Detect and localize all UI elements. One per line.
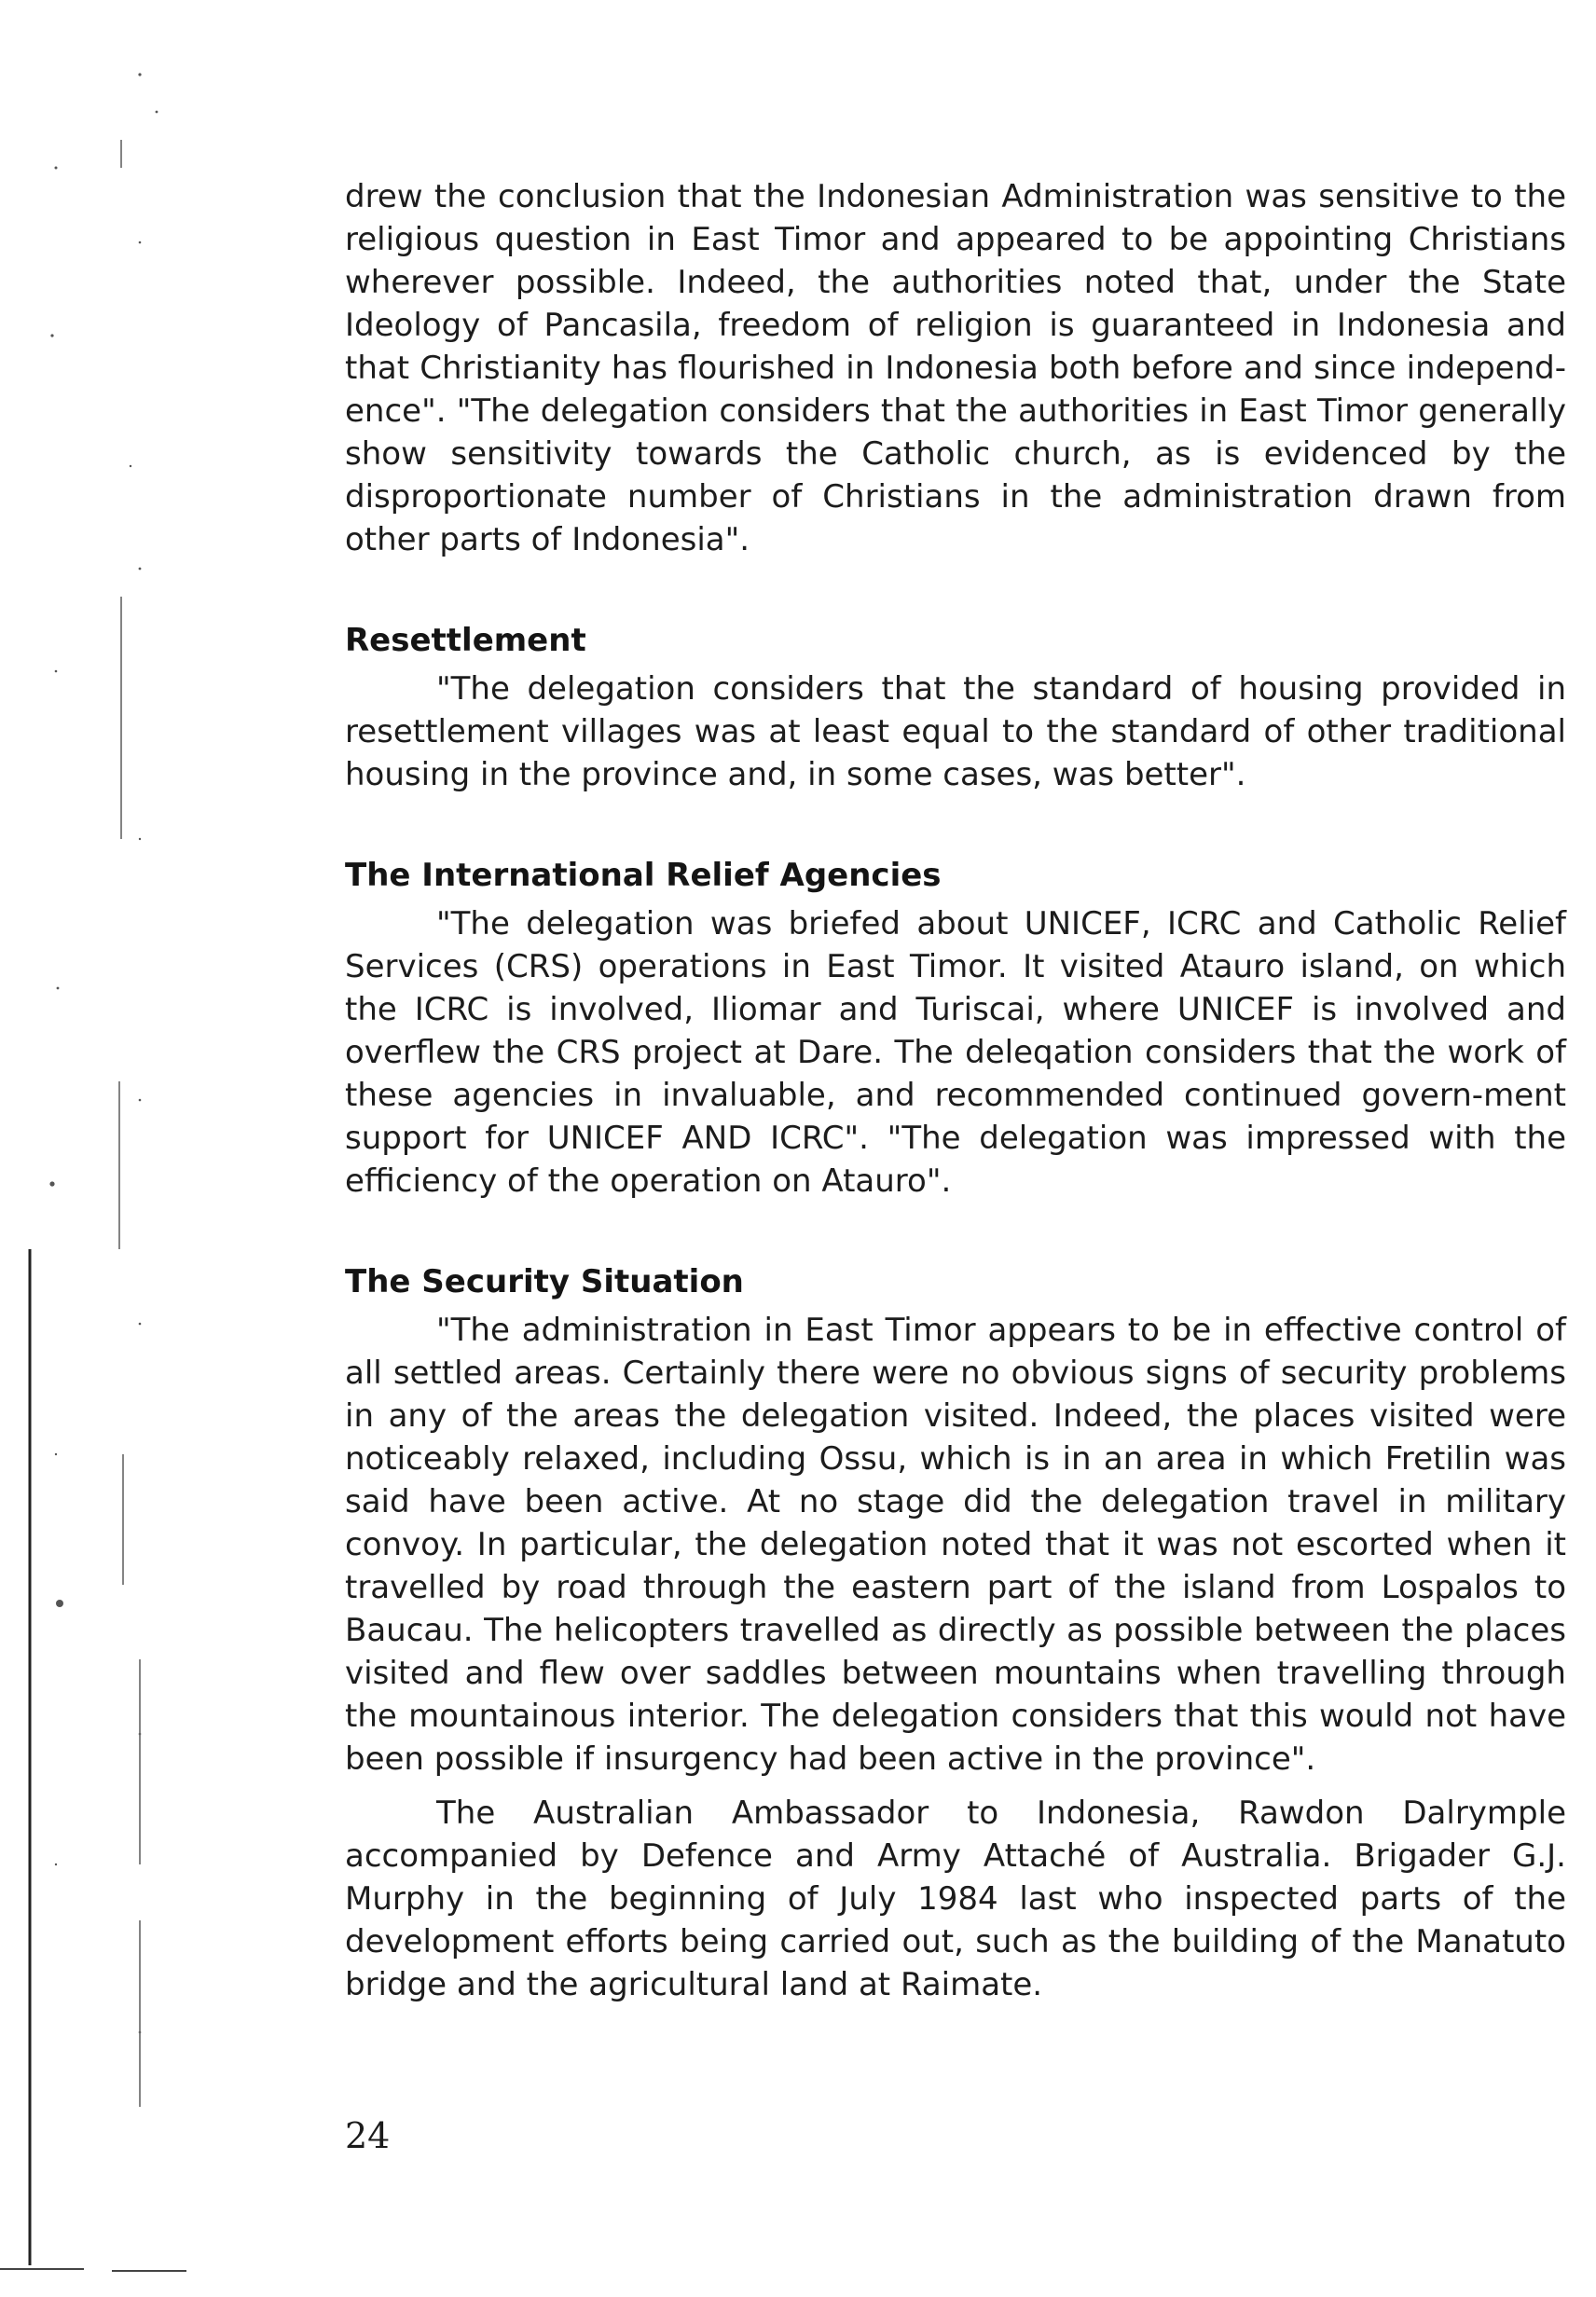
ambassador-paragraph: The Australian Ambassador to Indonesia, Rawdon Dalrymple accompanied by Defence and Army Attaché of Australia. Brigader G.J. Murphy in the beginning of July 1984 last who inspected parts of the development efforts being carried out, such as the building of the Manatuto bridge and the agricultural land at Raimate. — [345, 1795, 1566, 2003]
heading-resettlement: Resettlement — [345, 622, 586, 659]
scan-edge-marks — [0, 0, 186, 2297]
heading-security-situation: The Security Situation — [345, 1263, 744, 1300]
resettlement-paragraph: "The delegation considers that the standard of housing provided in resettlement villages was at least equal to the standard of other traditional housing in the province and, in some cases, was better". — [345, 670, 1566, 793]
text-column — [345, 175, 1566, 2006]
heading-relief-agencies: The International Relief Agencies — [345, 857, 942, 894]
relief-agencies-paragraph: "The delegation was briefed about UNICEF, ICRC and Catholic Relief Services (CRS) operations in East Timor. It visited Atauro island, on which the ICRC is involved, Iliomar and Turiscai, where UNICEF is involved and overflew the CRS project at Dare. The deleqation considers that the work of these agencies in invaluable, and recommended continued govern-ment support for UNICEF AND ICRC". "The delegation was impressed with the efficiency of the operation on Atauro". — [345, 905, 1566, 1200]
intro-paragraph: drew the conclusion that the Indonesian Administration was sensitive to the religious question in East Timor and appeared to be appointing Christians wherever possible. Indeed, the authorities noted that, under the State Ideology of Pancasila, freedom of religion is guaranteed in Indonesia and that Christianity has flourished in Indonesia both before and since independ-ence". "The delegation considers that the authorities in East Timor generally show sensitivity towards the Catholic church, as is evidenced by the disproportionate number of Christians in the administration drawn from other parts of Indonesia". — [345, 178, 1566, 558]
security-paragraph: "The administration in East Timor appears to be in effective control of all settled areas. Certainly there were no obvious signs of security problems in any of the areas the delegation visited. Indeed, the places visited were noticeably relaxed, including Ossu, which is in an area in which Fretilin was said have been active. At no stage did the delegation travel in military convoy. In particular, the delegation noted that it was not escorted when it travelled by road through the eastern part of the island from Lospalos to Baucau. The helicopters travelled as directly as possible between the places visited and flew over saddles between mountains when travelling through the mountainous interior. The delegation considers that this would not have been possible if insurgency had been active in the province". — [345, 1312, 1566, 1778]
page-number: 24 — [345, 2115, 391, 2156]
